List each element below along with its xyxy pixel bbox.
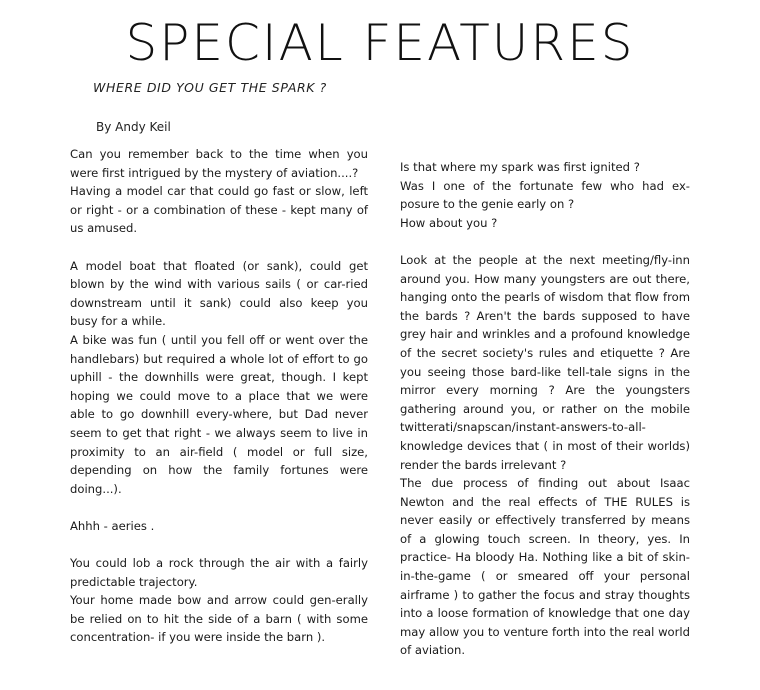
right-column: [400, 158, 690, 660]
paragraph: Is that where my spark was first ignited ?: [400, 160, 640, 174]
article-subtitle: WHERE DID YOU GET THE SPARK ?: [93, 80, 327, 95]
page-title: SPECIAL FEATURES: [125, 14, 635, 72]
paragraph-spacer: [70, 238, 368, 257]
article-byline: By Andy Keil: [96, 120, 171, 134]
paragraph: Your home made bow and arrow could gen-erally be relied on to hit the side of a barn ( with some concentration- if you were inside the barn ).: [70, 593, 368, 645]
paragraph: A model boat that floated (or sank), could get blown by the wind with various sails ( or car-ried downstream until it sank) could also keep you busy for a while.: [70, 258, 368, 329]
left-column: [70, 145, 368, 647]
paragraph-spacer: [70, 498, 368, 517]
paragraph: Ahhh - aeries .: [70, 518, 155, 533]
paragraph: Look at the people at the next meeting/fly-inn around you. How many youngsters are out there, hanging onto the pearls of wisdom that flow from the bards ? Aren't the bards supposed to have grey hair and wrinkles and a profound knowledge of the secret society's rules and etiquette ? Are you seeing those bard-like tell-tale signs in the mirror every morning ? Are the youngsters gathering around you, or rather on the mobile twitterati/snapscan/instant-answers-to-all-knowledge devices that ( in most of their worlds) render the bards irrelevant ?: [400, 252, 690, 472]
paragraph: The due process of finding out about Isaac Newton and the real effects of THE RULES is never easily or effectively transferred by means of a glowing touch screen. In theory, yes. In practice- Ha bloody Ha. Nothing like a bit of skin-in-the-game ( or smeared off your personal airframe ) to gather the focus and stray thoughts into a loose formation of knowledge that one day may allow you to venture forth into the real world of aviation.: [400, 476, 690, 658]
paragraph: You could lob a rock through the air with a fairly predictable trajectory.: [70, 556, 368, 589]
paragraph: Was I one of the fortunate few who had ex-posure to the genie early on ?: [400, 178, 690, 212]
paragraph: How about you ?: [400, 215, 498, 230]
paragraph: A bike was fun ( until you fell off or went over the handlebars) but required a whole lot of effort to go uphill - the downhills were great, though. I kept hoping we could move to a place that we were able to go downhill every-where, but Dad never seem to get that right - we always seem to live in proximity to an air-field ( model or full size, depending on how the family fortunes were doing...).: [70, 332, 368, 496]
paragraph: Can you remember back to the time when you were first intrigued by the mystery of aviation....?: [70, 147, 368, 180]
paragraph: Having a model car that could go fast or slow, left or right - or a combination of these - kept many of us amused.: [70, 184, 368, 236]
paragraph-spacer: [70, 535, 368, 554]
paragraph-spacer: [400, 232, 690, 251]
